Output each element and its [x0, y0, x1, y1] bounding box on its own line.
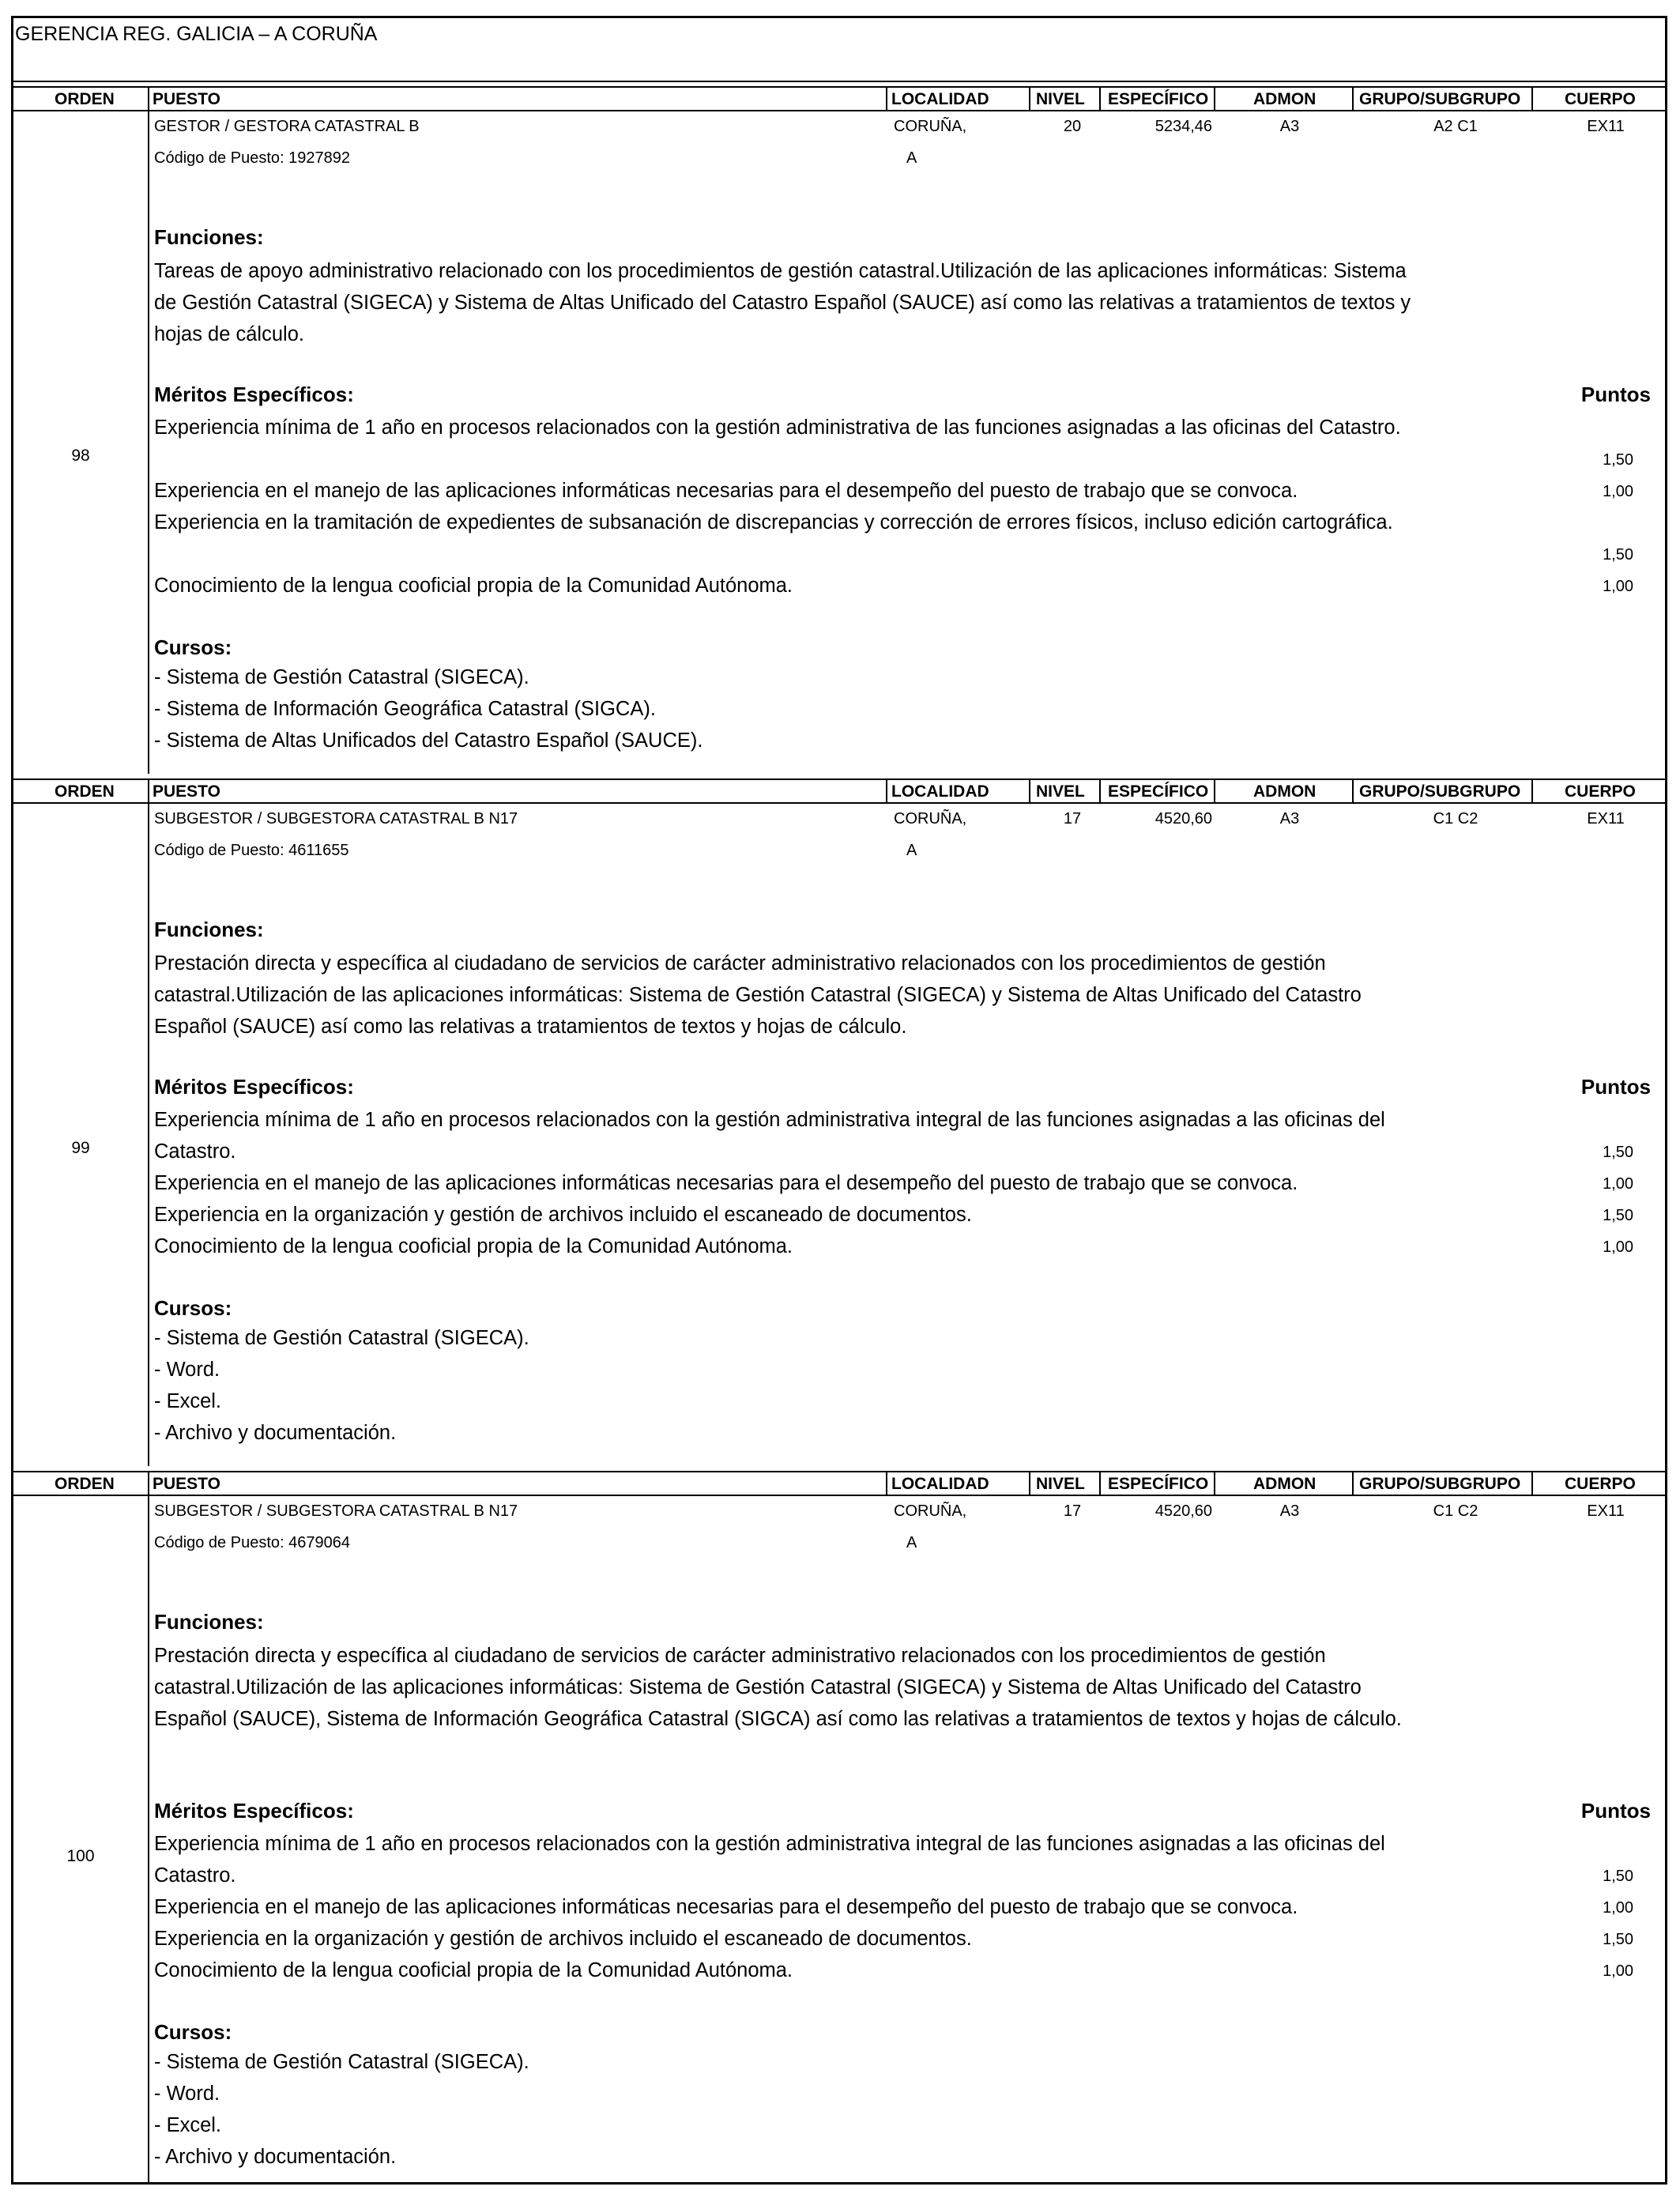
- divider: [1029, 780, 1030, 804]
- merito-points: 1,50: [1603, 546, 1633, 564]
- localidad: CORUÑA,: [894, 118, 967, 135]
- header-cuerpo: CUERPO: [1565, 90, 1636, 108]
- admon: A3: [1279, 1502, 1300, 1520]
- grupo: C1 C2: [1433, 810, 1478, 827]
- meritos-heading: Méritos Específicos:: [154, 1799, 354, 1823]
- divider: [148, 88, 149, 111]
- admon: A3: [1279, 810, 1300, 827]
- orden-number: 100: [66, 1847, 95, 1865]
- curso-item: - Word.: [154, 1359, 220, 1381]
- merito-text: Conocimiento de la lengua cooficial propia de la Comunidad Autónoma.: [154, 1959, 793, 1981]
- divider: [1352, 780, 1354, 804]
- header-puesto: PUESTO: [153, 90, 220, 108]
- divider: [1352, 88, 1354, 111]
- nivel: 17: [1063, 1502, 1082, 1520]
- divider: [148, 780, 149, 804]
- divider: [1531, 88, 1533, 111]
- curso-item: - Archivo y documentación.: [154, 2146, 397, 2168]
- orden-number: 99: [71, 1139, 90, 1157]
- header-nivel: NIVEL: [1036, 90, 1085, 108]
- header-especifico: ESPECÍFICO: [1108, 90, 1209, 108]
- codigo-puesto: Código de Puesto: 4679064: [154, 1534, 350, 1551]
- merito-points: 1,00: [1603, 483, 1633, 500]
- funciones-text: Prestación directa y específica al ciudadano de servicios de carácter administrativo relacionados con los procedimientos de gestión catastral.Utilización de las aplicaciones informáticas: Sistema de Gestión Catastral (SIGECA) y Sistema de Altas Unificado del Catastro Español (SAUCE) así como las relativas a tratamientos de textos y hojas de cálculo.: [154, 952, 1362, 1038]
- divider: [1531, 1472, 1533, 1496]
- merito-text: Experiencia en el manejo de las aplicaciones informáticas necesarias para el desempeño del puesto de trabajo que se convoca.: [154, 1172, 1298, 1194]
- merito-text: Conocimiento de la lengua cooficial propia de la Comunidad Autónoma.: [154, 1235, 793, 1257]
- header-admon: ADMON: [1253, 90, 1317, 108]
- header-especifico: ESPECÍFICO: [1108, 782, 1209, 801]
- divider: [13, 81, 1665, 82]
- puntos-heading: Puntos: [1580, 1075, 1651, 1099]
- position-block: [13, 86, 1665, 774]
- especifico: 4520,60: [1155, 1502, 1212, 1520]
- position-block: [13, 778, 1665, 1466]
- column-divider: [148, 804, 149, 1466]
- column-divider: [148, 1496, 149, 2182]
- localidad: CORUÑA,: [894, 1502, 967, 1520]
- cursos-heading: Cursos:: [154, 635, 232, 659]
- funciones-heading: Funciones:: [154, 918, 264, 941]
- cuerpo: EX11: [1587, 118, 1625, 135]
- curso-item: - Word.: [154, 2083, 220, 2105]
- header-localidad: LOCALIDAD: [891, 1475, 989, 1493]
- divider: [1352, 1472, 1354, 1496]
- merito-text: Experiencia mínima de 1 año en procesos relacionados con la gestión administrativa integral de las funciones asignadas a las oficinas del Catastro.: [154, 1109, 1385, 1163]
- header-orden: ORDEN: [55, 1475, 115, 1493]
- curso-item: - Sistema de Gestión Catastral (SIGECA).: [154, 666, 529, 688]
- merito-points: 1,50: [1603, 1931, 1633, 1948]
- merito-text: Experiencia mínima de 1 año en procesos relacionados con la gestión administrativa de las funciones asignadas a las oficinas del Catastro.: [154, 417, 1401, 439]
- divider: [1214, 1472, 1215, 1496]
- header-orden: ORDEN: [55, 782, 115, 801]
- column-divider: [148, 111, 149, 774]
- merito-text: Conocimiento de la lengua cooficial propia de la Comunidad Autónoma.: [154, 575, 793, 597]
- divider: [1099, 88, 1101, 111]
- header-cuerpo: CUERPO: [1565, 1475, 1636, 1493]
- cuerpo: EX11: [1587, 810, 1625, 827]
- meritos-heading: Méritos Específicos:: [154, 383, 354, 406]
- merito-points: 1,00: [1603, 1899, 1633, 1917]
- funciones-text: Tareas de apoyo administrativo relacionado con los procedimientos de gestión catastral.Utilización de las aplicaciones informáticas: Sistema de Gestión Catastral (SIGECA) y Sistema de Altas Unificado del Catastro Español (SAUCE) así como las relativas a tratamientos de textos y hojas de cálculo.: [154, 260, 1411, 345]
- cuerpo: EX11: [1587, 1502, 1625, 1520]
- divider: [1029, 1472, 1030, 1496]
- position-block: [13, 1471, 1665, 2182]
- header-grupo: GRUPO/SUBGRUPO: [1359, 782, 1521, 801]
- divider: [886, 780, 887, 804]
- codigo-puesto: Código de Puesto: 4611655: [154, 842, 349, 859]
- merito-text: Experiencia en el manejo de las aplicaciones informáticas necesarias para el desempeño del puesto de trabajo que se convoca.: [154, 480, 1298, 502]
- document-table: [11, 16, 1667, 2185]
- merito-points: 1,50: [1603, 1144, 1633, 1161]
- cursos-heading: Cursos:: [154, 1296, 232, 1320]
- curso-item: - Archivo y documentación.: [154, 1422, 397, 1444]
- localidad: CORUÑA,: [894, 810, 967, 827]
- divider: [1029, 88, 1030, 111]
- puntos-heading: Puntos: [1580, 383, 1651, 406]
- funciones-heading: Funciones:: [154, 1610, 264, 1634]
- merito-text: Experiencia en el manejo de las aplicaciones informáticas necesarias para el desempeño del puesto de trabajo que se convoca.: [154, 1896, 1298, 1918]
- cursos-heading: Cursos:: [154, 2020, 232, 2044]
- region-title: GERENCIA REG. GALICIA – A CORUÑA: [15, 23, 378, 45]
- orden-number: 98: [71, 447, 90, 465]
- divider: [1214, 780, 1215, 804]
- divider: [1531, 780, 1533, 804]
- curso-item: - Sistema de Altas Unificados del Catastro Español (SAUCE).: [154, 729, 703, 752]
- merito-points: 1,00: [1603, 1175, 1633, 1193]
- puesto-name: SUBGESTOR / SUBGESTORA CATASTRAL B N17: [154, 810, 518, 827]
- admon: A3: [1279, 118, 1300, 135]
- grupo: A2 C1: [1433, 118, 1478, 135]
- localidad: A: [906, 842, 917, 859]
- merito-points: 1,00: [1603, 1962, 1633, 1980]
- header-nivel: NIVEL: [1036, 782, 1085, 801]
- curso-item: - Excel.: [154, 2114, 222, 2136]
- curso-item: - Excel.: [154, 1390, 222, 1412]
- localidad: A: [906, 1534, 917, 1551]
- merito-points: 1,50: [1603, 1207, 1633, 1224]
- especifico: 4520,60: [1155, 810, 1212, 827]
- column-header-row: [13, 778, 1665, 804]
- meritos-heading: Méritos Específicos:: [154, 1075, 354, 1099]
- header-grupo: GRUPO/SUBGRUPO: [1359, 1475, 1521, 1493]
- curso-item: - Sistema de Gestión Catastral (SIGECA).: [154, 2051, 529, 2073]
- header-localidad: LOCALIDAD: [891, 90, 989, 108]
- especifico: 5234,46: [1155, 118, 1212, 135]
- merito-text: Experiencia en la organización y gestión de archivos incluido el escaneado de documentos.: [154, 1204, 972, 1226]
- curso-item: - Sistema de Información Geográfica Catastral (SIGCA).: [154, 698, 656, 720]
- divider: [886, 1472, 887, 1496]
- divider: [148, 1472, 149, 1496]
- merito-text: Experiencia mínima de 1 año en procesos relacionados con la gestión administrativa integral de las funciones asignadas a las oficinas del Catastro.: [154, 1833, 1385, 1887]
- header-orden: ORDEN: [55, 90, 115, 108]
- header-admon: ADMON: [1253, 782, 1317, 801]
- merito-points: 1,50: [1603, 451, 1633, 469]
- merito-text: Experiencia en la organización y gestión de archivos incluido el escaneado de documentos.: [154, 1928, 972, 1950]
- merito-points: 1,50: [1603, 1868, 1633, 1885]
- merito-points: 1,00: [1603, 1238, 1633, 1256]
- funciones-text: Prestación directa y específica al ciudadano de servicios de carácter administrativo relacionados con los procedimientos de gestión catastral.Utilización de las aplicaciones informáticas: Sistema de Gestión Catastral (SIGECA) y Sistema de Altas Unificado del Catastro Español (SAUCE), Sistema de Información Geográfica Catastral (SIGCA) así como las relativas a tratamientos de textos y hojas de cálculo.: [154, 1645, 1402, 1730]
- header-especifico: ESPECÍFICO: [1108, 1475, 1209, 1493]
- header-puesto: PUESTO: [153, 1475, 220, 1493]
- grupo: C1 C2: [1433, 1502, 1478, 1520]
- curso-item: - Sistema de Gestión Catastral (SIGECA).: [154, 1327, 529, 1349]
- header-cuerpo: CUERPO: [1565, 782, 1636, 801]
- column-header-row: [13, 86, 1665, 111]
- header-nivel: NIVEL: [1036, 1475, 1085, 1493]
- nivel: 17: [1063, 810, 1082, 827]
- merito-text: Experiencia en la tramitación de expedientes de subsanación de discrepancias y corrección de errores físicos, incluso edición cartográfica.: [154, 511, 1393, 533]
- divider: [886, 88, 887, 111]
- column-header-row: [13, 1471, 1665, 1496]
- divider: [1099, 780, 1101, 804]
- header-admon: ADMON: [1253, 1475, 1317, 1493]
- puesto-name: GESTOR / GESTORA CATASTRAL B: [154, 118, 420, 135]
- header-localidad: LOCALIDAD: [891, 782, 989, 801]
- puesto-name: SUBGESTOR / SUBGESTORA CATASTRAL B N17: [154, 1502, 518, 1520]
- nivel: 20: [1063, 118, 1082, 135]
- header-grupo: GRUPO/SUBGRUPO: [1359, 90, 1521, 108]
- divider: [1214, 88, 1215, 111]
- puntos-heading: Puntos: [1580, 1799, 1651, 1823]
- merito-points: 1,00: [1603, 578, 1633, 595]
- header-puesto: PUESTO: [153, 782, 220, 801]
- codigo-puesto: Código de Puesto: 1927892: [154, 149, 350, 167]
- localidad: A: [906, 149, 917, 167]
- divider: [1099, 1472, 1101, 1496]
- funciones-heading: Funciones:: [154, 225, 264, 249]
